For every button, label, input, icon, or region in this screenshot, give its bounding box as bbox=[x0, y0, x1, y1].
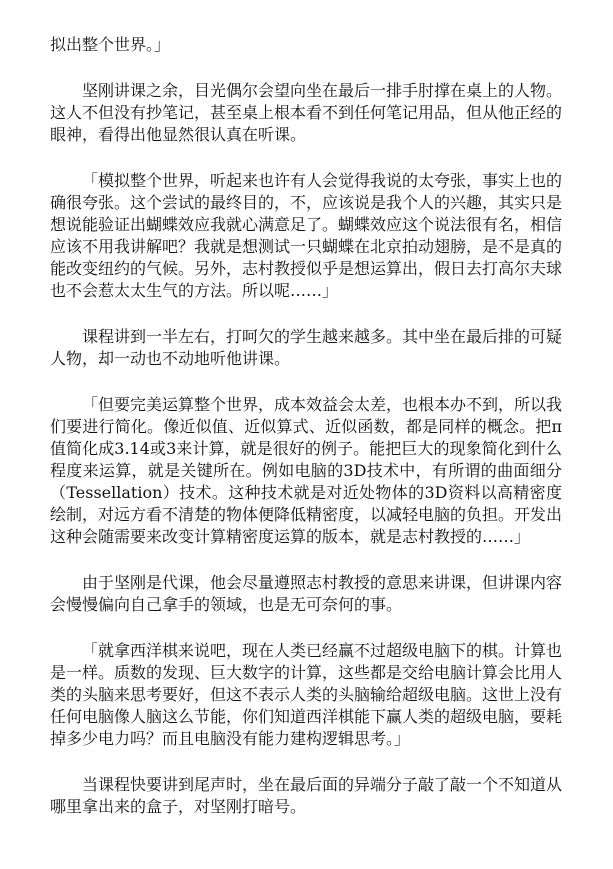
paragraph-dialogue: 「就拿西洋棋来说吧，现在人类已经赢不过超级电脑下的棋。计算也是一样。质数的发现、巨大数字的计算，这些都是交给电脑计算会比用人类的头脑来思考要好，但这不表示人类的头脑输给超级电脑。这世上没有任何电脑像人脑这么节能，你们知道西洋棋能下赢人类的超级电脑，要耗掉多少电力吗？而且电脑没有能力建构逻辑思考。」 bbox=[50, 641, 563, 748]
paragraph: 坚刚讲课之余，目光偶尔会望向坐在最后一排手肘撑在桌上的人物。这人不但没有抄笔记，甚至桌上根本看不到任何笔记用品，但从他正经的眼神，看得出他显然很认真在听课。 bbox=[50, 81, 563, 144]
paragraph-dialogue: 「模拟整个世界，听起来也许有人会觉得我说的太夸张，事实上也的确很夸张。这个尝试的最终目的，不，应该说是我个人的兴趣，其实只是想说能验证出蝴蝶效应我就心满意足了。蝴蝶效应这个说法很有名，相信应该不用我讲解吧？我就是想测试一只蝴蝶在北京拍动翅膀，是不是真的能改变纽约的气候。另外，志村教授似乎是想运算出，假日去打高尔夫球也不会惹太太生气的方法。所以呢……」 bbox=[50, 171, 563, 300]
paragraph-dialogue: 「但要完美运算整个世界，成本效益会太差，也根本办不到，所以我们要进行简化。像近似值、近似算式、近似函数，都是同样的概念。把π值简化成3.14或3来计算，就是很好的例子。能把巨大的现象简化到什么程度来运算，就是关键所在。例如电脑的3D技术中，有所谓的曲面细分（Tessellation）技术。这种技术就是对近处物体的3D资料以高精密度绘制，对远方看不清楚的物体便降低精密度，以减轻电脑的负担。开发出这种会随需要来改变计算精密度运算的版本，就是志村教授的……」 bbox=[50, 395, 563, 546]
paragraph: 由于坚刚是代课，他会尽量遵照志村教授的意思来讲课，但讲课内容会慢慢偏向自己拿手的领域，也是无可奈何的事。 bbox=[50, 573, 563, 614]
paragraph: 当课程快要讲到尾声时，坐在最后面的异端分子敲了敲一个不知道从哪里拿出来的盒子，对坚刚打暗号。 bbox=[50, 775, 563, 816]
paragraph-continuation: 拟出整个世界。」 bbox=[50, 35, 171, 54]
paragraph: 课程讲到一半左右，打呵欠的学生越来越多。其中坐在最后排的可疑人物，却一动也不动地听他讲课。 bbox=[50, 327, 563, 368]
document-page bbox=[50, 34, 562, 842]
